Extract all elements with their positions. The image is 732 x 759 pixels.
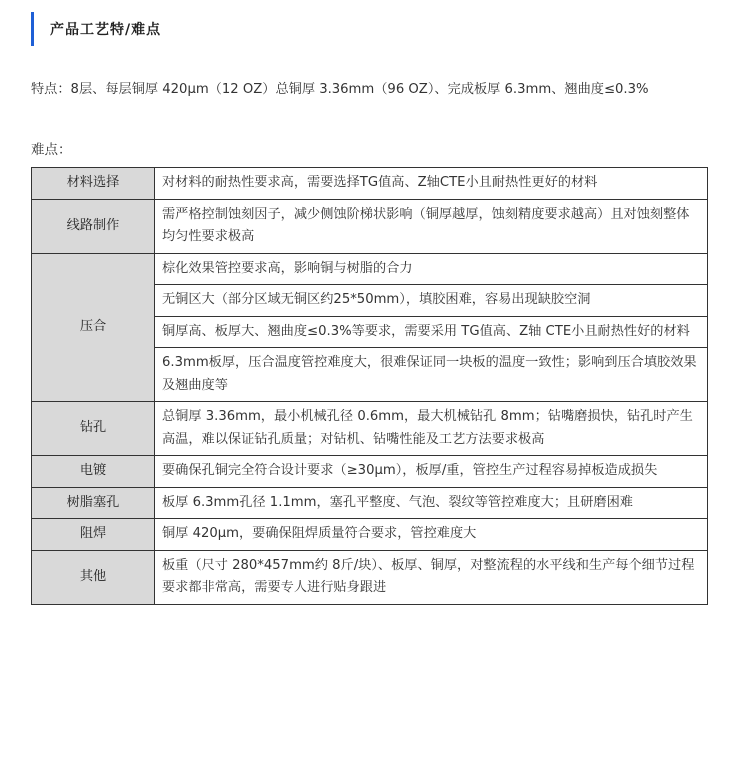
difficulty-table bbox=[31, 167, 708, 605]
category-circuit: 线路制作 bbox=[32, 199, 155, 253]
table-row bbox=[32, 199, 708, 253]
section-title: 产品工艺特/难点 bbox=[50, 22, 162, 38]
row-desc: 铜厚 420μm，要确保阻焊质量符合要求，管控难度大 bbox=[155, 519, 708, 551]
row-desc: 6.3mm板厚，压合温度管控难度大，很难保证同一块板的温度一致性；影响到压合填胶效果及翘曲度等 bbox=[155, 348, 708, 402]
section-header bbox=[31, 12, 161, 46]
category-other: 其他 bbox=[32, 550, 155, 604]
row-desc: 无铜区大（部分区域无铜区约25*50mm），填胶困难，容易出现缺胶空洞 bbox=[155, 285, 708, 317]
difficulty-label: 难点： bbox=[31, 142, 72, 158]
table-row bbox=[32, 168, 708, 200]
table-row bbox=[32, 456, 708, 488]
row-desc: 需严格控制蚀刻因子，减少侧蚀阶梯状影响（铜厚越厚，蚀刻精度要求越高）且对蚀刻整体均匀性要求极高 bbox=[155, 199, 708, 253]
row-desc: 总铜厚 3.36mm，最小机械孔径 0.6mm，最大机械钻孔 8mm；钻嘴磨损快，钻孔时产生高温，难以保证钻孔质量；对钻机、钻嘴性能及工艺方法要求极高 bbox=[155, 402, 708, 456]
table-row bbox=[32, 519, 708, 551]
features-text: 特点：8层、每层铜厚 420μm（12 OZ）总铜厚 3.36mm（96 OZ）、完成板厚 6.3mm、翘曲度≤0.3% bbox=[31, 82, 649, 97]
category-resin-plug: 树脂塞孔 bbox=[32, 487, 155, 519]
table-row bbox=[32, 253, 708, 285]
row-desc: 对材料的耐热性要求高，需要选择TG值高、Z轴CTE小且耐热性更好的材料 bbox=[155, 168, 708, 200]
row-desc: 板重（尺寸 280*457mm约 8斤/块）、板厚、铜厚，对整流程的水平线和生产每个细节过程要求都非常高，需要专人进行贴身跟进 bbox=[155, 550, 708, 604]
category-lamination: 压合 bbox=[32, 253, 155, 402]
table-row bbox=[32, 550, 708, 604]
category-plating: 电镀 bbox=[32, 456, 155, 488]
row-desc: 铜厚高、板厚大、翘曲度≤0.3%等要求，需要采用 TG值高、Z轴 CTE小且耐热性好的材料 bbox=[155, 316, 708, 348]
table-row bbox=[32, 487, 708, 519]
category-material: 材料选择 bbox=[32, 168, 155, 200]
row-desc: 棕化效果管控要求高，影响铜与树脂的合力 bbox=[155, 253, 708, 285]
row-desc: 要确保孔铜完全符合设计要求（≥30μm），板厚/重，管控生产过程容易掉板造成损失 bbox=[155, 456, 708, 488]
table-row bbox=[32, 402, 708, 456]
row-desc: 板厚 6.3mm孔径 1.1mm，塞孔平整度、气泡、裂纹等管控难度大；且研磨困难 bbox=[155, 487, 708, 519]
category-solder-mask: 阻焊 bbox=[32, 519, 155, 551]
category-drilling: 钻孔 bbox=[32, 402, 155, 456]
